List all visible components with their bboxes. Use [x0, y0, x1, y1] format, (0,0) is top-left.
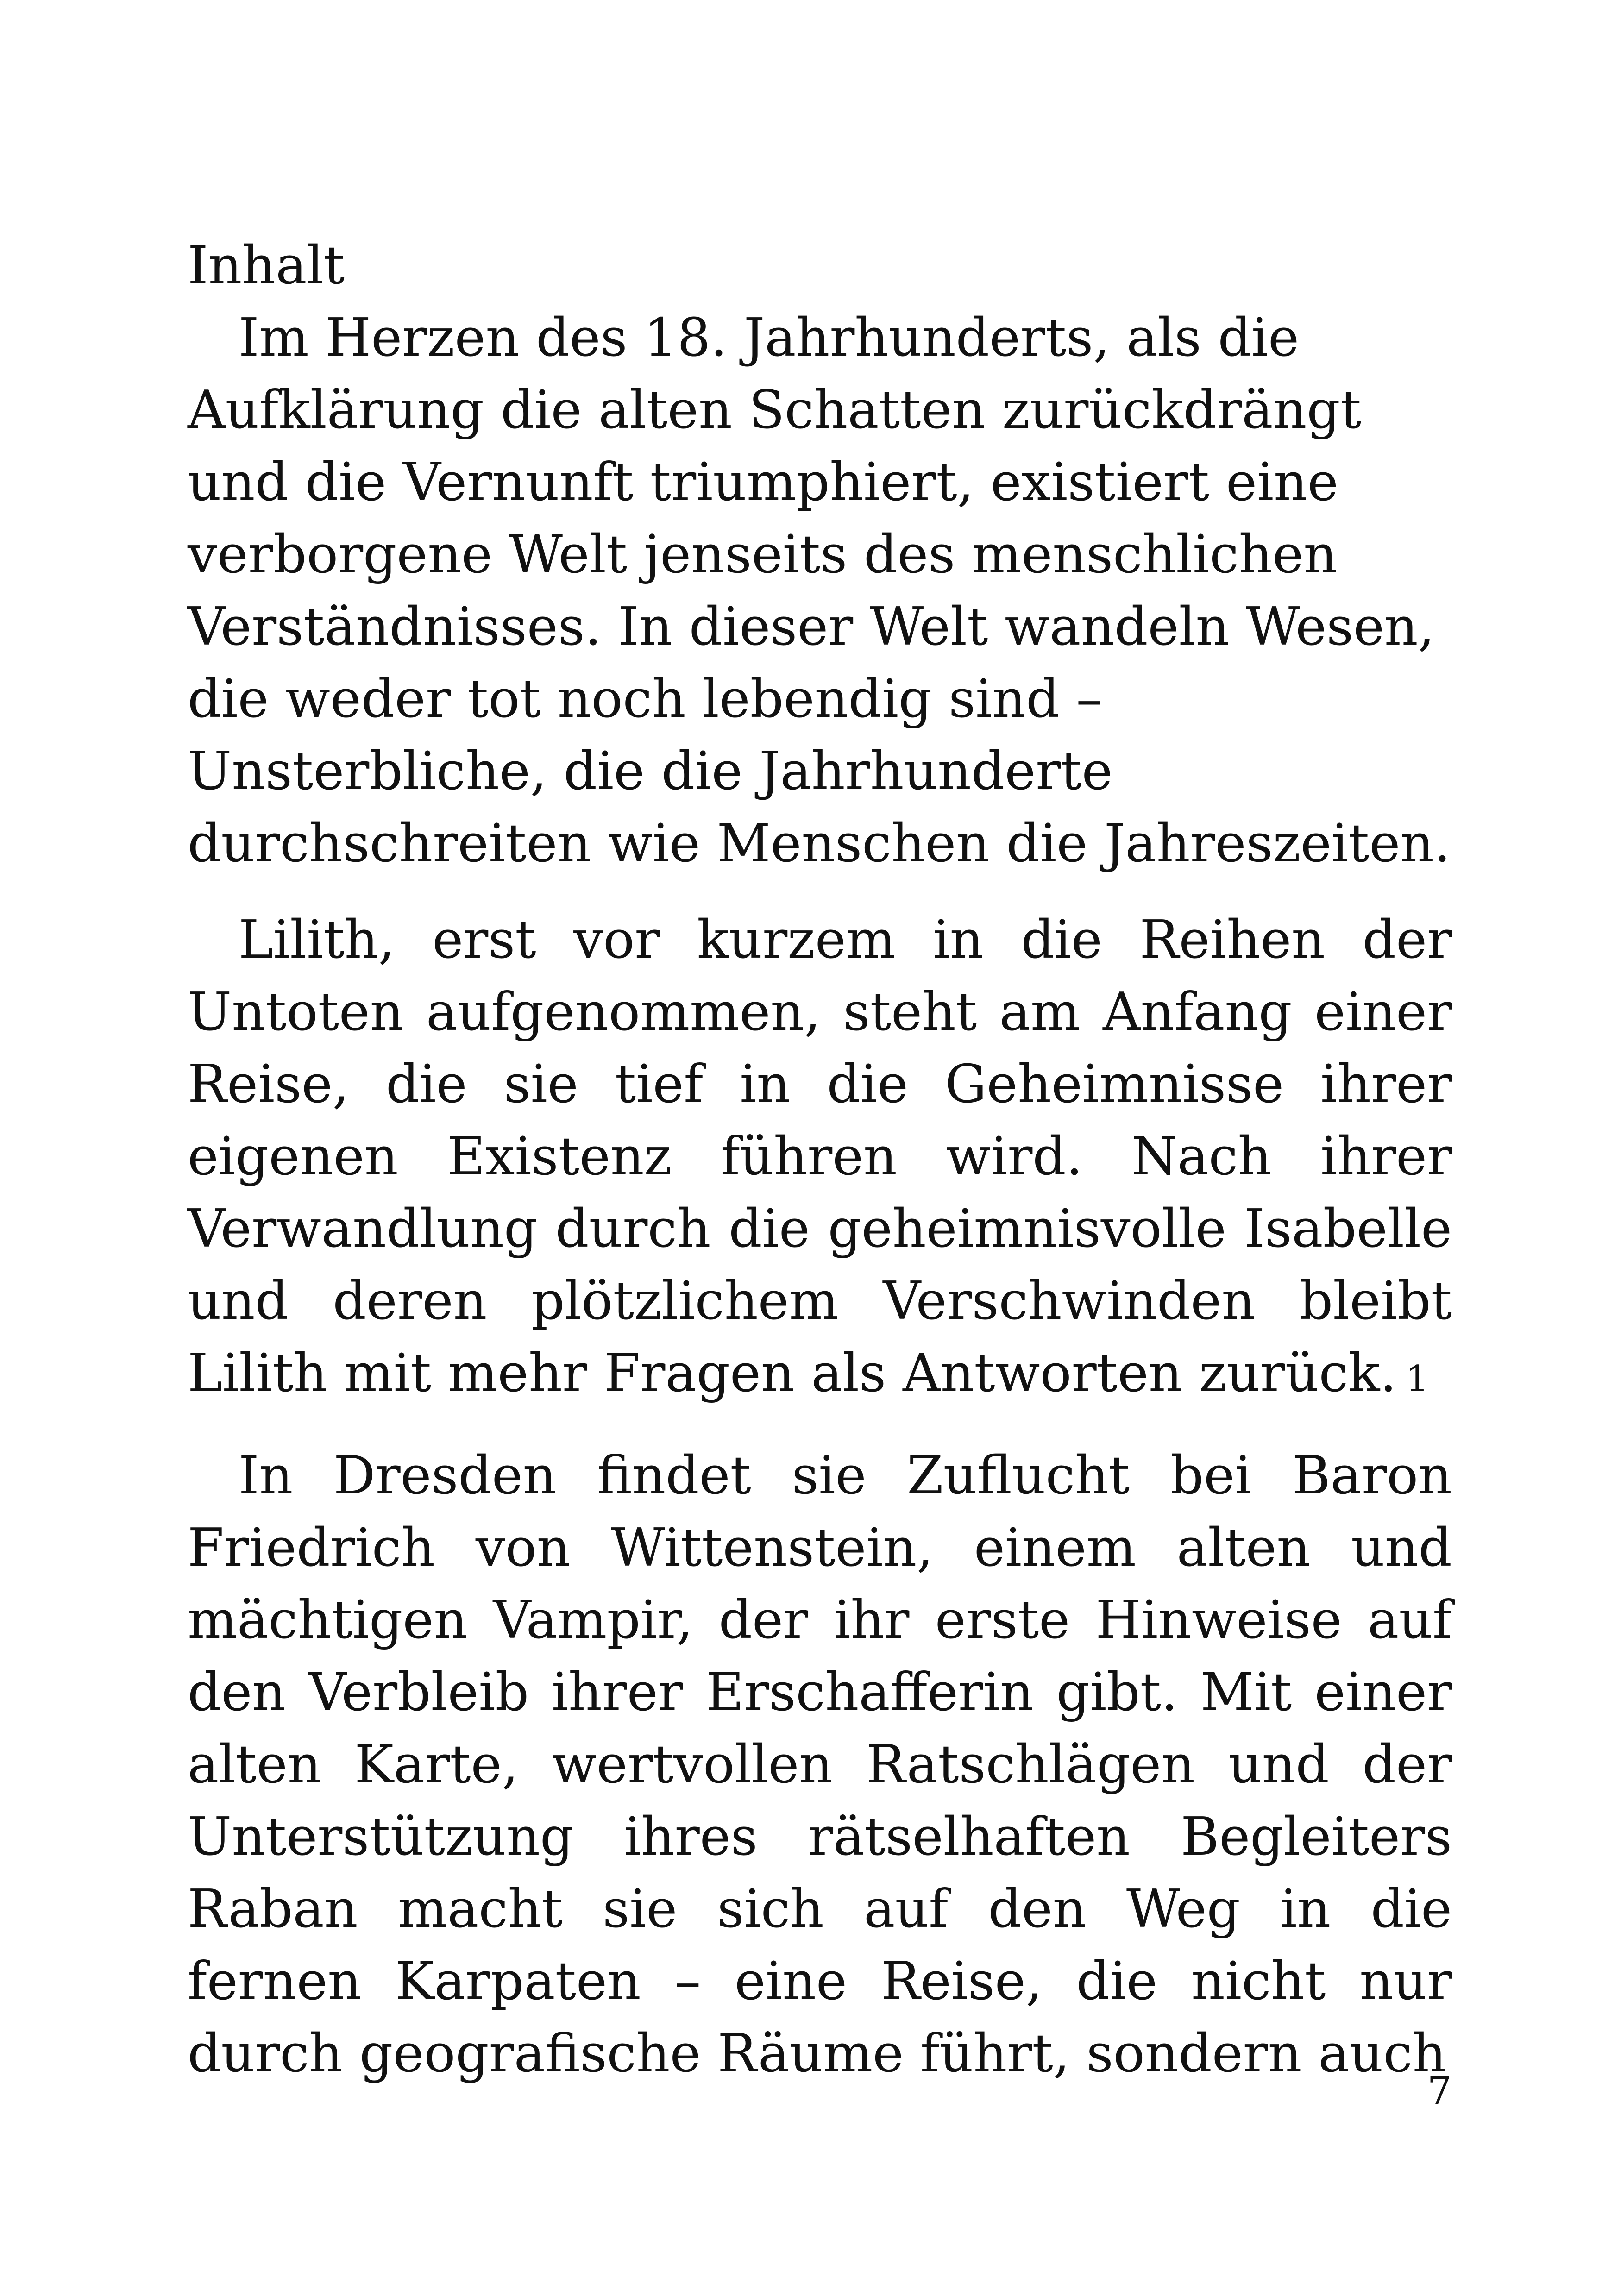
footnote-reference[interactable]: 1: [1406, 1358, 1429, 1400]
paragraph-1-text: Im Herzen des 18. Jahrhunderts, als die Aufklärung die alten Schatten zurückdrängt und die Vernunft triumphiert, existiert eine verborgene Welt jenseits des menschlichen Verständnisses. In dieser Welt wandeln Wesen, die weder tot noch lebendig sind – Unsterbliche, die die Jahrhunderte durchschreiten wie Menschen die Jahreszeiten.: [188, 307, 1451, 874]
page-number: 7: [1427, 2068, 1452, 2114]
paragraph-2-text: Lilith, erst vor kurzem in die Reihen der Untoten aufgenommen, steht am Anfang einer Reise, die sie tief in die Geheimnisse ihrer eigenen Existenz führen wird. Nach ihrer Verwandlung durch die geheimnisvolle Isabelle und deren plötzlichem Verschwinden bleibt Lilith mit mehr Fragen als Antworten zurück.: [188, 909, 1452, 1404]
section-heading: Inhalt: [188, 235, 345, 296]
paragraph-2: [188, 903, 1452, 1415]
paragraph-3: [188, 1439, 1452, 2089]
page-body: [188, 229, 1452, 2089]
paragraph-3-text: In Dresden findet sie Zuflucht bei Baron Friedrich von Wittenstein, einem alten und mächtigen Vampir, der ihr erste Hinweise auf den Verbleib ihrer Erschafferin gibt. Mit einer alten Karte, wertvollen Ratschlägen und der Unterstützung ihres rätselhaften Begleiters Raban macht sie sich auf den Weg in die fernen Karpaten – eine Reise, die nicht nur durch geografische Räume führt, sondern auch: [188, 1445, 1452, 2084]
paragraph-1: [188, 301, 1452, 879]
